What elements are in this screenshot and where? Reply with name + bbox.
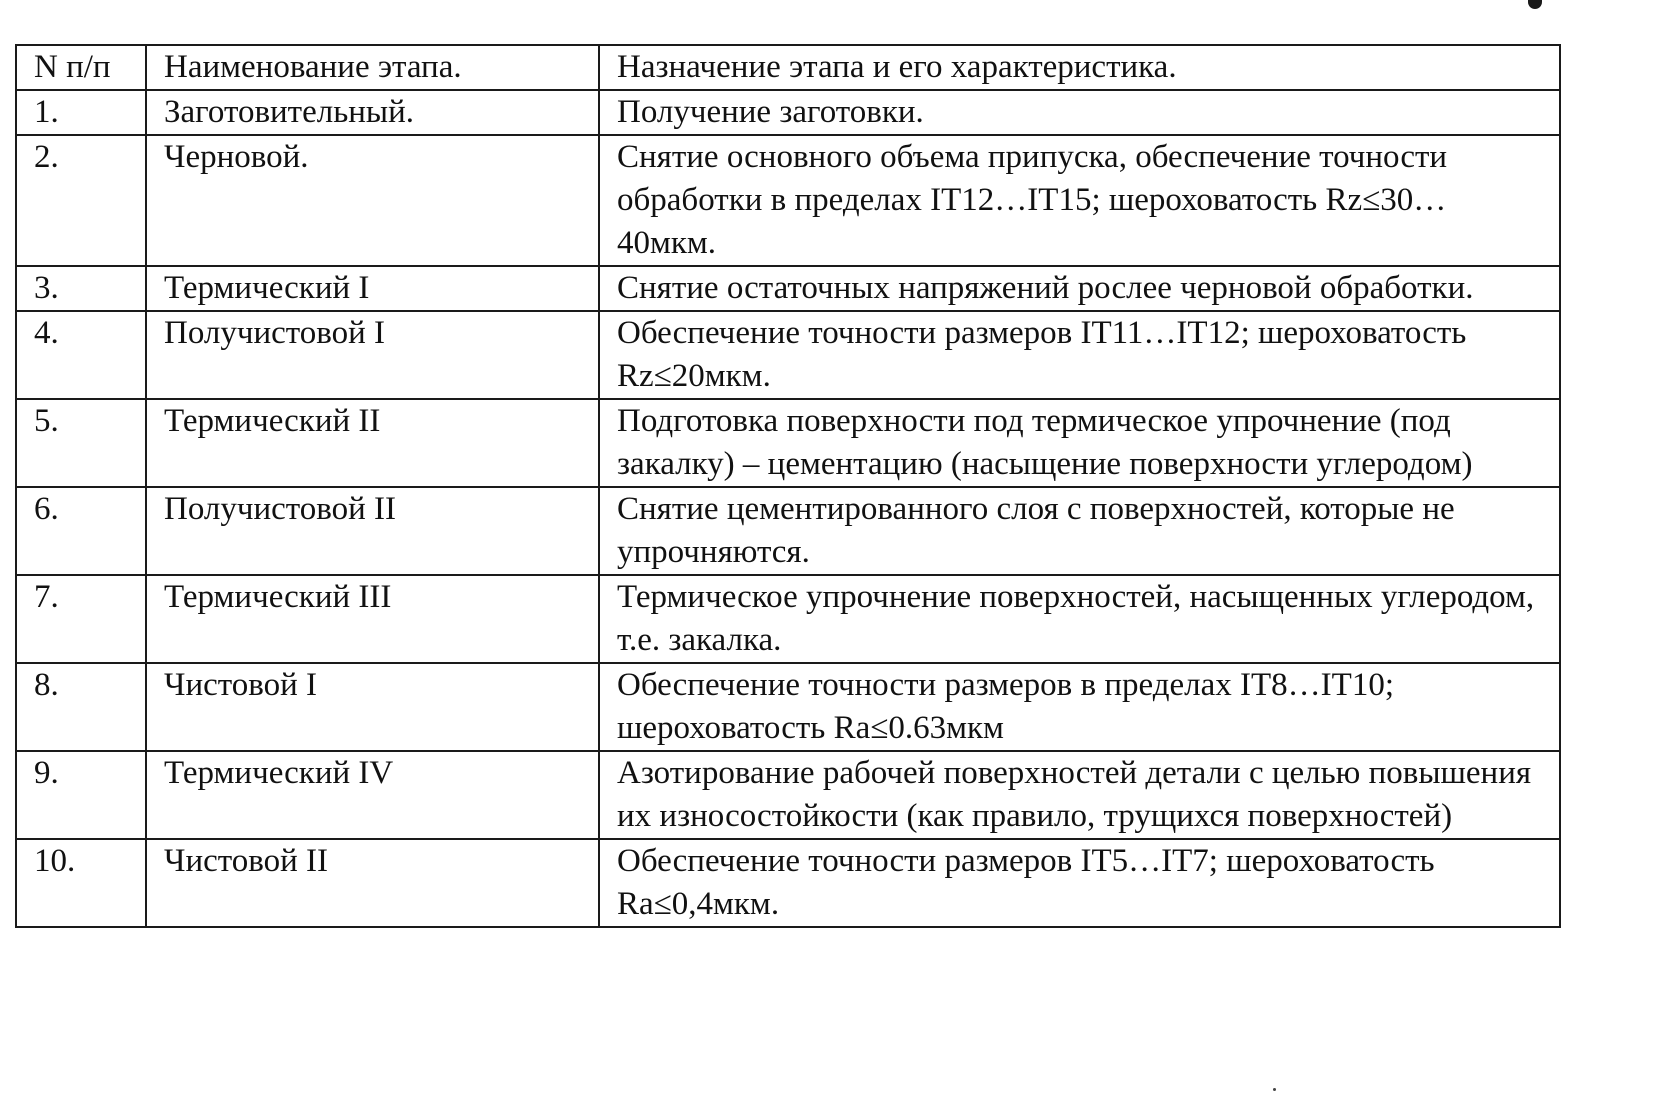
table-row [16,266,1560,311]
table-row [16,311,1560,399]
row-stage-name: Чистовой II [146,839,599,927]
row-number: 4. [16,311,146,399]
row-stage-name: Термический II [146,399,599,487]
table-row [16,487,1560,575]
row-stage-description: Обеспечение точности размеров IT11…IT12; шероховатость Rz≤20мкм. [599,311,1560,399]
row-number: 3. [16,266,146,311]
row-stage-description: Снятие цементированного слоя с поверхностей, которые не упрочняются. [599,487,1560,575]
table-row [16,751,1560,839]
row-stage-name: Получистовой I [146,311,599,399]
row-stage-description: Снятие основного объема припуска, обеспечение точности обработки в пределах IT12…IT15; шероховатость Rz≤30…40мкм. [599,135,1560,266]
scan-artifact-mark [1528,0,1542,9]
row-stage-name: Черновой. [146,135,599,266]
row-number: 6. [16,487,146,575]
header-stage-name: Наименование этапа. [146,45,599,90]
row-number: 7. [16,575,146,663]
row-number: 10. [16,839,146,927]
table-row [16,839,1560,927]
row-number: 8. [16,663,146,751]
row-number: 5. [16,399,146,487]
row-number: 1. [16,90,146,135]
row-stage-name: Термический III [146,575,599,663]
table-header-row [16,45,1560,90]
row-stage-name: Заготовительный. [146,90,599,135]
row-stage-name: Чистовой I [146,663,599,751]
stages-table [15,44,1561,928]
row-stage-description: Подготовка поверхности под термическое упрочнение (под закалку) – цементацию (насыщение поверхности углеродом) [599,399,1560,487]
row-stage-name: Термический IV [146,751,599,839]
scan-artifact-dot [1273,1088,1276,1091]
row-number: 2. [16,135,146,266]
row-stage-description: Термическое упрочнение поверхностей, насыщенных углеродом, т.е. закалка. [599,575,1560,663]
row-number: 9. [16,751,146,839]
table-row [16,399,1560,487]
row-stage-name: Термический I [146,266,599,311]
row-stage-description: Снятие остаточных напряжений рослее черновой обработки. [599,266,1560,311]
header-stage-description: Назначение этапа и его характеристика. [599,45,1560,90]
row-stage-description: Азотирование рабочей поверхностей детали с целью повышения их износостойкости (как правило, трущихся поверхностей) [599,751,1560,839]
table-row [16,135,1560,266]
table-row [16,90,1560,135]
header-number: N п/п [16,45,146,90]
row-stage-description: Обеспечение точности размеров IT5…IT7; шероховатость Ra≤0,4мкм. [599,839,1560,927]
table-row [16,575,1560,663]
table-row [16,663,1560,751]
row-stage-description: Обеспечение точности размеров в пределах IT8…IT10; шероховатость Ra≤0.63мкм [599,663,1560,751]
row-stage-name: Получистовой II [146,487,599,575]
row-stage-description: Получение заготовки. [599,90,1560,135]
